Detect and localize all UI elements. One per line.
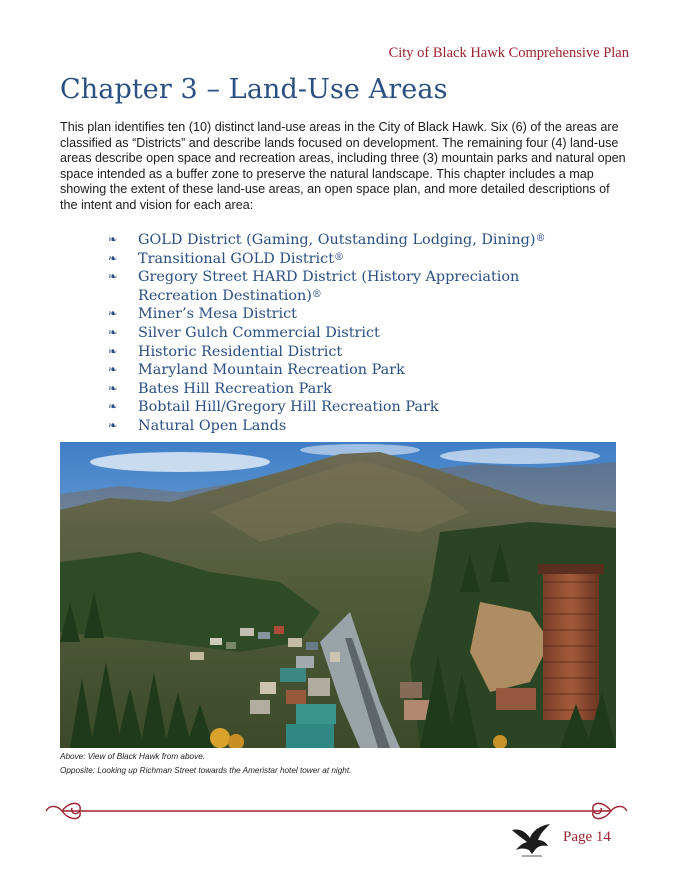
black-hawk-eagle-logo-icon	[510, 820, 554, 858]
fleuron-bullet-icon: ❧	[108, 270, 118, 284]
list-item-label: Historic Residential District	[138, 343, 343, 360]
list-item	[108, 380, 588, 399]
list-item-label: Bates Hill Recreation Park	[138, 380, 332, 397]
chapter-title: Chapter 3 – Land-Use Areas	[60, 74, 448, 105]
fleuron-bullet-icon: ❧	[108, 325, 118, 339]
list-item-label: GOLD District (Gaming, Outstanding Lodging, Dining)	[138, 232, 536, 248]
list-item-label: Natural Open Lands	[138, 417, 287, 434]
list-item	[108, 361, 588, 380]
fleuron-bullet-icon: ❧	[108, 381, 118, 395]
list-item-label: Bobtail Hill/Gregory Hill Recreation Park	[138, 399, 439, 416]
fleuron-bullet-icon: ❧	[108, 363, 118, 377]
list-item-label: Miner’s Mesa District	[138, 306, 297, 323]
page-number: Page 14	[563, 829, 611, 845]
fleuron-bullet-icon: ❧	[108, 344, 118, 358]
registered-mark: ®	[311, 288, 322, 300]
list-item-label: Gregory Street HARD District (History Appreciation Recreation Destination)	[138, 269, 520, 304]
fleuron-bullet-icon: ❧	[108, 418, 118, 432]
fleuron-bullet-icon: ❧	[108, 233, 118, 246]
land-use-area-list	[108, 231, 588, 436]
list-item	[108, 231, 588, 250]
list-item	[108, 343, 588, 362]
registered-mark: ®	[535, 233, 546, 244]
list-item-label: Maryland Mountain Recreation Park	[138, 362, 405, 379]
fleuron-bullet-icon: ❧	[108, 307, 118, 321]
photo-caption-opposite: Opposite: Looking up Richman Street towards the Ameristar hotel tower at night.	[60, 766, 352, 775]
black-hawk-aerial-photo	[60, 442, 616, 748]
list-item	[108, 305, 588, 324]
list-item-label: Silver Gulch Commercial District	[138, 324, 380, 341]
list-item	[108, 417, 588, 436]
running-header: City of Black Hawk Comprehensive Plan	[388, 45, 629, 61]
list-item	[108, 250, 588, 269]
list-item-label: Transitional GOLD District	[138, 250, 334, 267]
photo-caption-above: Above: View of Black Hawk from above.	[60, 752, 206, 761]
fleuron-bullet-icon: ❧	[108, 251, 118, 265]
registered-mark: ®	[333, 251, 344, 263]
list-item	[108, 268, 588, 305]
list-item	[108, 324, 588, 343]
list-item	[108, 398, 588, 417]
fleuron-bullet-icon: ❧	[108, 400, 118, 414]
intro-paragraph: This plan identifies ten (10) distinct land-use areas in the City of Black Hawk. Six (6) of the areas are classified as “Districts” and describe lands focused on development. The remaining four (4) land-use areas describe open space and recreation areas, including three (3) mountain parks and natural open space intended as a buffer zone to preserve the natural landscape. This chapter includes a map showing the extent of these land-use areas, an open space plan, and more detailed descriptions of the intent and vision for each area:	[60, 120, 626, 212]
